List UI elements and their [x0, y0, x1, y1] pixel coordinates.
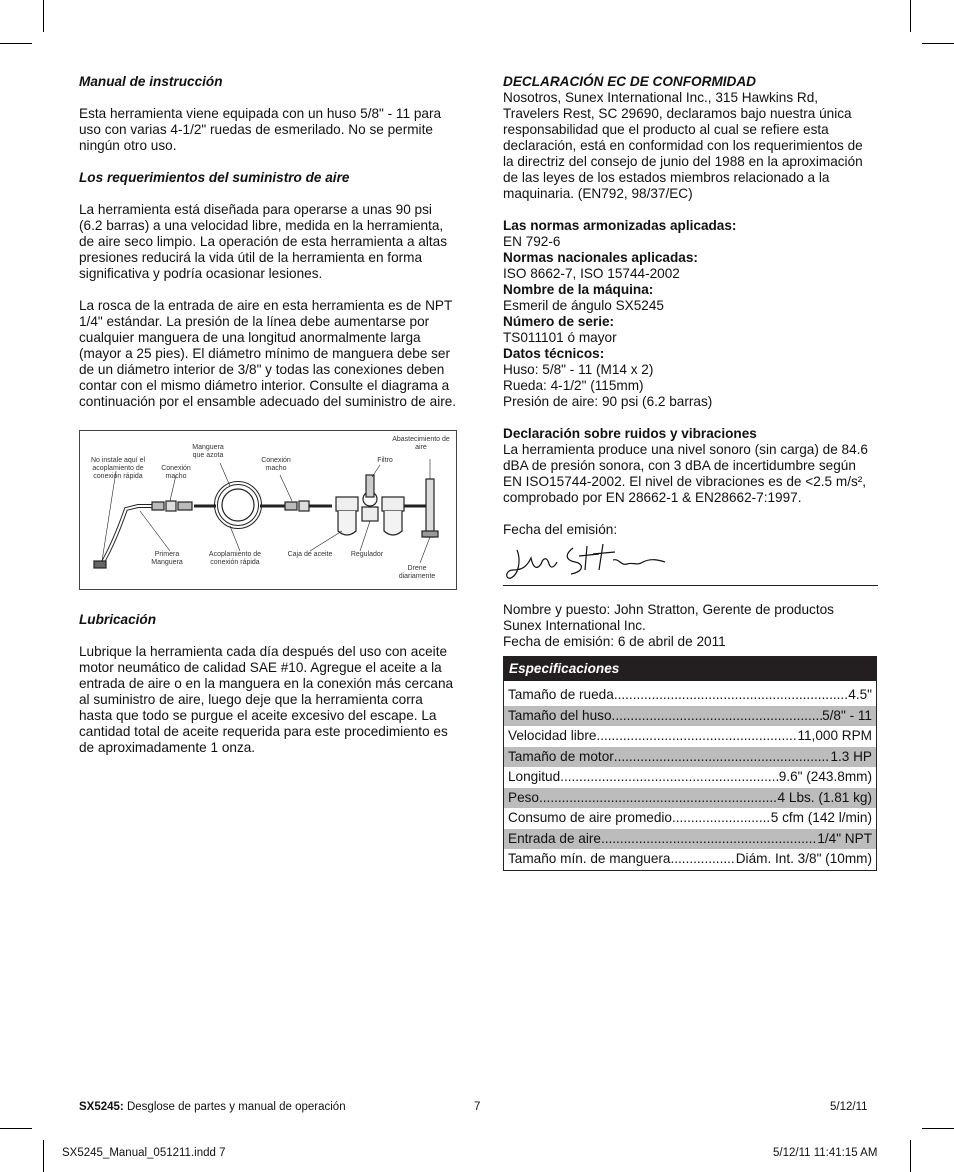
crop-mark	[910, 0, 911, 32]
tech-label: Datos técnicos:	[503, 346, 605, 361]
spec-value: 4.5"	[848, 687, 872, 702]
date-label: Fecha del emisión:	[503, 522, 618, 537]
spec-value: Diám. Int. 3/8" (10mm)	[735, 851, 872, 866]
label-filtro: Filtro	[377, 457, 393, 464]
spec-row	[504, 726, 876, 747]
tech-wheel: Rueda: 4-1/2" (115mm)	[503, 378, 644, 393]
spec-row	[504, 767, 876, 788]
label-primera-manguera: Primera Manguera	[151, 551, 183, 566]
decl-text: Nosotros, Sunex International Inc., 315 Hawkins Rd, Travelers Rest, SC 29690, declaramos bajo nuestra única responsabilidad que el producto al cual se refiere esta declaración, está en conformidad con los requerimientos de la directriz del consejo de junio del 1988 en la aproximación de las leyes de los estados miembros relacionado a la maquinaria. (EN792, 98/37/EC)	[503, 90, 863, 201]
lub-text: Lubrique la herramienta cada día después del uso con aceite motor neumático de calidad SAE #10. Agregue el aceite a la entrada de aire o en la manguera en la conexión más cercana al suministro de aire, luego deje que la herramienta corra hasta que todo se purgue el aceite excesivo del escape. La cantidad total de aceite requerida para este procedimiento es de aproximadamente 1 onza.	[79, 644, 454, 755]
label-manguera-azota: Manguera que azota	[192, 444, 224, 459]
serial-value: TS011101 ó mayor	[503, 330, 617, 345]
spec-value: 5 cfm (142 l/min)	[770, 810, 872, 825]
spec-label: Tamaño de rueda	[508, 687, 614, 702]
norms-label: Las normas armonizadas aplicadas:	[503, 218, 737, 233]
decl-heading: DECLARACIÓN EC DE CONFORMIDAD	[503, 74, 756, 89]
footer-left	[79, 1101, 346, 1113]
manual-heading: Manual de instrucción	[79, 74, 223, 89]
label-caja-aceite: Caja de aceite	[287, 551, 333, 558]
crop-mark	[910, 1140, 911, 1172]
specifications-table	[503, 656, 877, 871]
machine-label: Nombre de la máquina:	[503, 282, 654, 297]
right-column	[503, 74, 877, 871]
label-abastecimiento: Abastecimiento de aire	[392, 436, 450, 451]
spec-value: 1.3 HP	[830, 748, 872, 764]
slug-filename: SX5245_Manual_051211.indd 7	[62, 1147, 226, 1159]
slug-timestamp: 5/12/11 11:41:15 AM	[773, 1147, 878, 1159]
crop-mark	[922, 1128, 954, 1129]
label-regulador: Regulador	[350, 551, 384, 558]
air-supply-diagram	[79, 430, 457, 590]
left-column	[79, 74, 457, 756]
signature	[503, 540, 673, 584]
spec-label: Consumo de aire promedio.	[508, 810, 676, 825]
spec-value: 9.6" (243.8mm)	[778, 769, 872, 784]
spec-row	[504, 788, 876, 809]
manual-text: Esta herramienta viene equipada con un huso 5/8" - 11 para uso con varias 4-1/2" ruedas de esmerilado. No se permite ningún otro uso.	[79, 106, 442, 153]
spec-label: Tamaño de motor	[508, 748, 614, 764]
footer-description: Desglose de partes y manual de operación	[126, 1101, 346, 1113]
spec-label: Peso	[508, 789, 539, 805]
signature-line	[503, 585, 878, 586]
spec-label: Velocidad libre	[508, 728, 597, 743]
lub-heading: Lubricación	[79, 612, 157, 627]
spec-value: 11,000 RPM	[797, 728, 872, 743]
signer-text: Nombre y puesto: John Stratton, Gerente de productos	[503, 602, 834, 617]
air-heading: Los requerimientos del suministro de aire	[79, 170, 350, 185]
spec-label: Tamaño mín. de manguera	[508, 851, 671, 866]
crop-mark	[922, 43, 954, 44]
air-text-2: La rosca de la entrada de aire en esta herramienta es de NPT 1/4" estándar. La presión de la línea debe aumentarse por cualquier manguera de una longitud anormalmente larga (mayor a 25 pies). El diámetro mínimo de manguera debe ser de un diámetro interior de 3/8" y todas las conexiones deben contar con el mismo diámetro interior. Consulte el diagrama a continuación por el ensamble adecuado del suministro de aire.	[79, 298, 457, 409]
noise-label: Declaración sobre ruidos y vibraciones	[503, 426, 757, 441]
spec-row	[504, 706, 876, 727]
page-number: 7	[474, 1101, 481, 1113]
crop-mark	[0, 1128, 32, 1129]
company-text: Sunex International Inc.	[503, 618, 646, 633]
spec-row	[504, 685, 876, 706]
nat-label: Normas nacionales aplicadas:	[503, 250, 698, 265]
footer-model: SX5245:	[79, 1101, 124, 1113]
machine-value: Esmeril de ángulo SX5245	[503, 298, 664, 313]
spec-value: 1/4" NPT	[817, 830, 872, 846]
label-conexion-macho-1: Conexión macho	[161, 465, 191, 480]
signature-area	[503, 540, 877, 586]
specifications-title: Especificaciones	[504, 657, 876, 681]
tech-pressure: Presión de aire: 90 psi (6.2 barras)	[503, 394, 713, 409]
spec-label: Tamaño del huso	[508, 707, 612, 723]
crop-mark	[43, 1140, 44, 1172]
spec-row	[504, 849, 876, 870]
spec-value: 5/8" - 11	[822, 707, 872, 723]
spec-label: Entrada de aire	[508, 830, 601, 846]
label-conexion-macho-2: Conexión macho	[261, 457, 291, 472]
noise-text: La herramienta produce una nivel sonoro (sin carga) de 84.6 dBA de presión sonora, con 3 dBA de incertidumbre según EN ISO15744-2002. El nivel de vibraciones es de <2.5 m/s², comprobado por EN 28662-1 & EN28662-7:1997.	[503, 442, 868, 505]
spec-label: Longitud	[508, 769, 561, 784]
spec-row	[504, 747, 876, 768]
label-acoplamiento: Acoplamiento de conexión rápida	[208, 551, 262, 566]
nat-value: ISO 8662-7, ISO 15744-2002	[503, 266, 680, 281]
air-text-1: La herramienta está diseñada para operarse a unas 90 psi (6.2 barras) a una velocidad libre, medida en la herramienta, de aire seco limpio. La operación de esta herramienta a altas presiones reducirá la vida útil de la herramienta en forma significativa y podría ocasionar lesiones.	[79, 202, 448, 281]
serial-label: Número de serie:	[503, 314, 615, 329]
norms-value: EN 792-6	[503, 234, 561, 249]
spec-row	[504, 829, 876, 850]
label-no-instale: No instale aquí el acoplamiento de conexión rápida	[90, 457, 146, 480]
tech-spindle: Huso: 5/8" - 11 (M14 x 2)	[503, 362, 654, 377]
spec-row	[504, 808, 876, 829]
label-drene: Drene diariamente	[398, 565, 436, 580]
footer-date: 5/12/11	[830, 1101, 868, 1113]
issue-date: Fecha de emisión: 6 de abril de 2011	[503, 634, 726, 649]
crop-mark	[43, 0, 44, 32]
spec-value: 4 Lbs. (1.81 kg)	[777, 789, 872, 805]
crop-mark	[0, 43, 32, 44]
